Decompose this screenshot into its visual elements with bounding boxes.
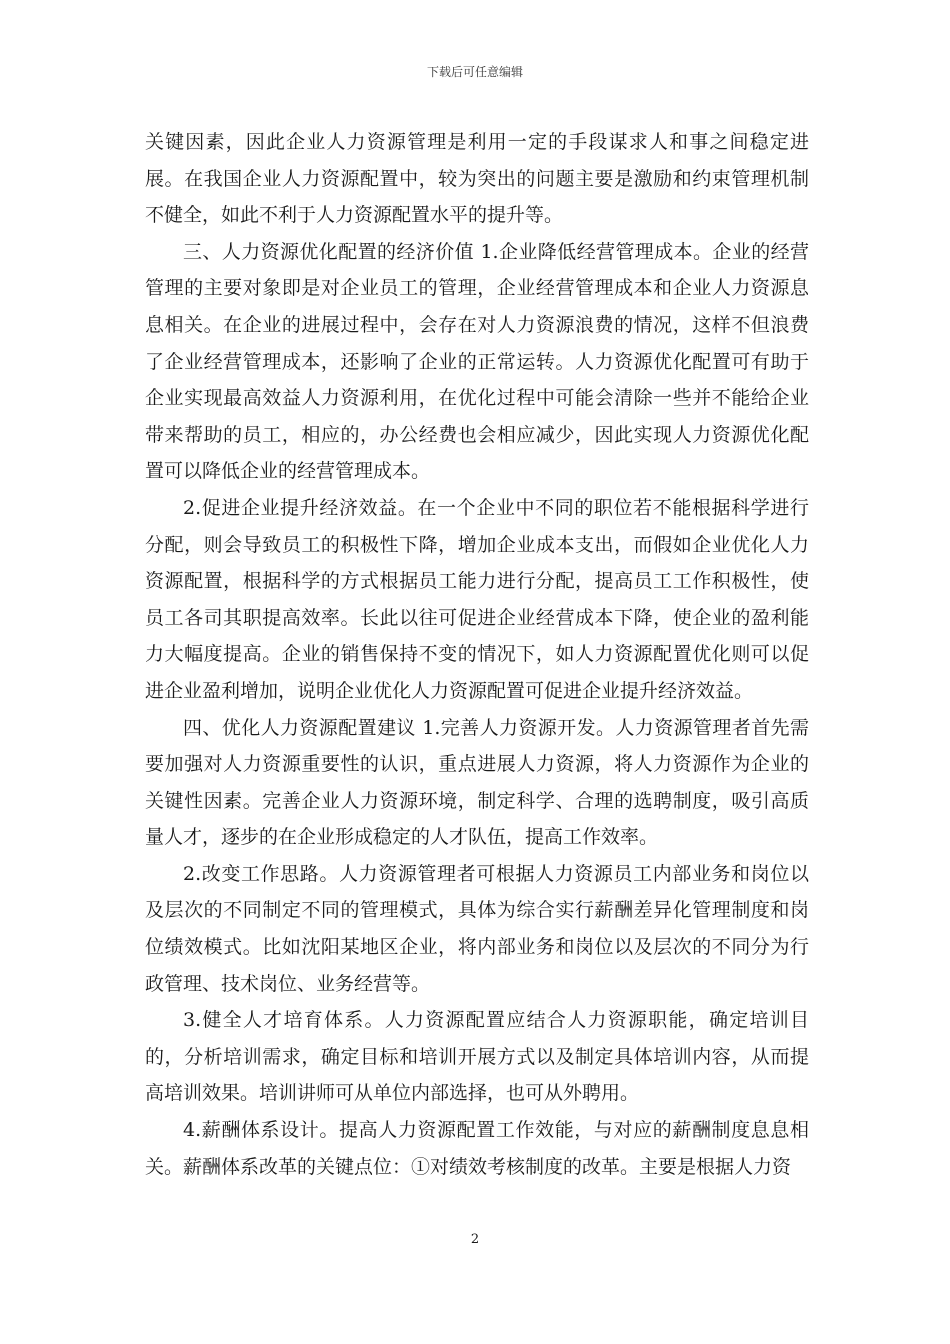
paragraph-item-2-work-approach: 2.改变工作思路。人力资源管理者可根据人力资源员工内部业务和岗位以及层次的不同制定不同的管理模式，具体为综合实行薪酬差异化管理制度和岗位绩效模式。比如沈阳某地区企业，将内部业务和岗位以及层次的不同分为行政管理、技术岗位、业务经营等。 xyxy=(145,862,809,995)
page-header: 下载后可任意编辑 xyxy=(426,65,523,79)
paragraph-section-4: 四、优化人力资源配置建议 1.完善人力资源开发。人力资源管理者首先需要加强对人力资源重要性的认识，重点进展人力资源，将人力资源作为企业的关键性因素。完善企业人力资源环境，制定科学、合理的选聘制度，吸引高质量人才，逐步的在企业形成稳定的人才队伍，提高工作效率。 xyxy=(145,716,809,849)
paragraph-item-3-training: 3.健全人才培育体系。人力资源配置应结合人力资源职能，确定培训目的，分析培训需求，确定目标和培训开展方式以及制定具体培训内容，从而提高培训效果。培训讲师可从单位内部选择，也可从外聘用。 xyxy=(145,1009,809,1105)
page-number: 2 xyxy=(470,1232,480,1247)
paragraph-section-3: 三、人力资源优化配置的经济价值 1.企业降低经营管理成本。企业的经营管理的主要对象即是对企业员工的管理，企业经营管理成本和企业人力资源息息相关。在企业的进展过程中，会存在对人力资源浪费的情况，这样不但浪费了企业经营管理成本，还影响了企业的正常运转。人力资源优化配置可有助于企业实现最高效益人力资源利用，在优化过程中可能会清除一些并不能给企业带来帮助的员工，相应的，办公经费也会相应减少，因此实现人力资源优化配置可以降低企业的经营管理成本。 xyxy=(145,240,809,483)
paragraph-continuation: 关键因素，因此企业人力资源管理是利用一定的手段谋求人和事之间稳定进展。在我国企业人力资源配置中，较为突出的问题主要是激励和约束管理机制不健全，如此不利于人力资源配置水平的提升等。 xyxy=(145,131,809,227)
document-body xyxy=(145,124,809,1185)
paragraph-item-4-salary: 4.薪酬体系设计。提高人力资源配置工作效能，与对应的薪酬制度息息相关。薪酬体系改革的关键点位：①对绩效考核制度的改革。主要是根据人力资 xyxy=(145,1119,809,1178)
paragraph-item-2-economic-benefit: 2.促进企业提升经济效益。在一个企业中不同的职位若不能根据科学进行分配，则会导致员工的积极性下降，增加企业成本支出，而假如企业优化人力资源配置，根据科学的方式根据员工能力进行分配，提高员工工作积极性，使员工各司其职提高效率。长此以往可促进企业经营成本下降，使企业的盈利能力大幅度提高。企业的销售保持不变的情况下，如人力资源配置优化则可以促进企业盈利增加，说明企业优化人力资源配置可促进企业提升经济效益。 xyxy=(145,496,809,702)
